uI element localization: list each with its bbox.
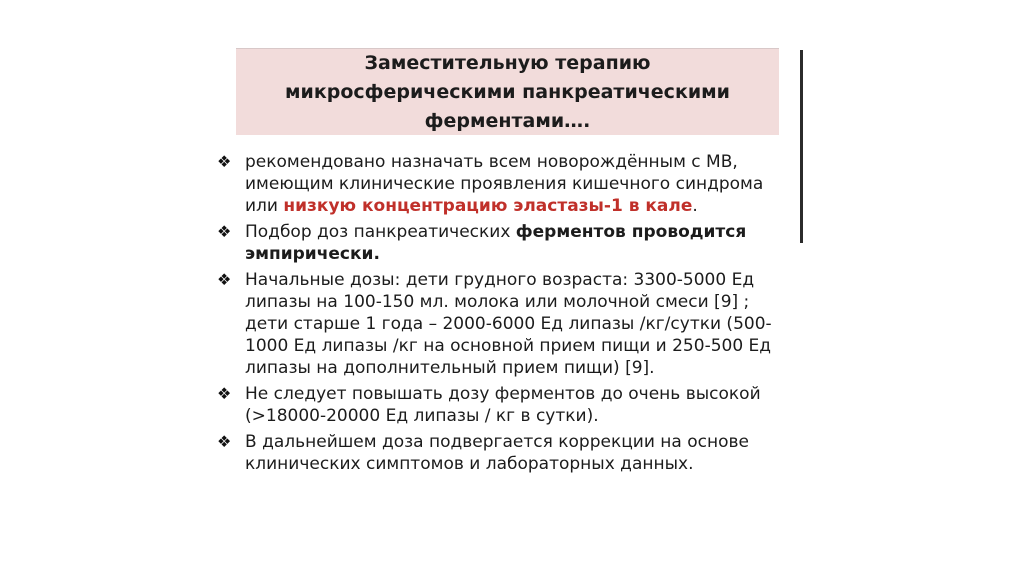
diamond-bullet-icon: ❖	[217, 432, 232, 451]
diamond-bullet-icon: ❖	[217, 384, 232, 403]
item-text: дети старше 1 года – 2000-6000 Ед липазы /кг/сутки (500-	[245, 314, 772, 334]
bullet-list	[215, 151, 815, 479]
item-text-plain: Подбор доз панкреатических	[245, 222, 516, 242]
bold-text: ферментов проводится	[515, 222, 747, 242]
item-text: В дальнейшем доза подвергается коррекции на основе	[245, 432, 749, 452]
title-line-2: микросферическими панкреатическими	[284, 81, 730, 103]
highlight-text: низкую концентрацию эластазы-1 в кале	[283, 196, 693, 216]
item-text-plain: .	[692, 196, 698, 216]
bold-text: эмпирически.	[245, 244, 380, 264]
item-text	[245, 221, 815, 243]
item-text: липазы на дополнительный прием пищи) [9].	[245, 358, 655, 378]
list-item	[215, 383, 815, 427]
item-text	[245, 195, 815, 217]
list-item	[215, 151, 815, 217]
item-text: 1000 Ед липазы /кг на основной прием пищи и 250-500 Ед	[245, 336, 772, 356]
diamond-bullet-icon: ❖	[217, 152, 232, 171]
diamond-bullet-icon: ❖	[217, 222, 232, 241]
item-text: Начальные дозы: дети грудного возраста: 3300-5000 Ед	[245, 270, 755, 290]
item-text: Не следует повышать дозу ферментов до очень высокой	[245, 384, 761, 404]
item-text: липазы на 100-150 мл. молока или молочной смеси [9] ;	[245, 292, 750, 312]
title-line-1: Заместительную терапию	[364, 52, 651, 74]
list-item	[215, 431, 815, 475]
title-line-3: ферментами….	[424, 110, 591, 132]
item-text: имеющим клинические проявления кишечного синдрома	[245, 174, 764, 194]
slide-title	[236, 48, 779, 135]
list-item	[215, 269, 815, 379]
item-text: (>18000-20000 Ед липазы / кг в сутки).	[245, 406, 599, 426]
item-text: клинических симптомов и лабораторных данных.	[245, 454, 694, 474]
item-text-plain: или	[245, 196, 284, 216]
list-item	[215, 221, 815, 265]
item-text: рекомендовано назначать всем новорождённым с МВ,	[245, 152, 738, 172]
diamond-bullet-icon: ❖	[217, 270, 232, 289]
